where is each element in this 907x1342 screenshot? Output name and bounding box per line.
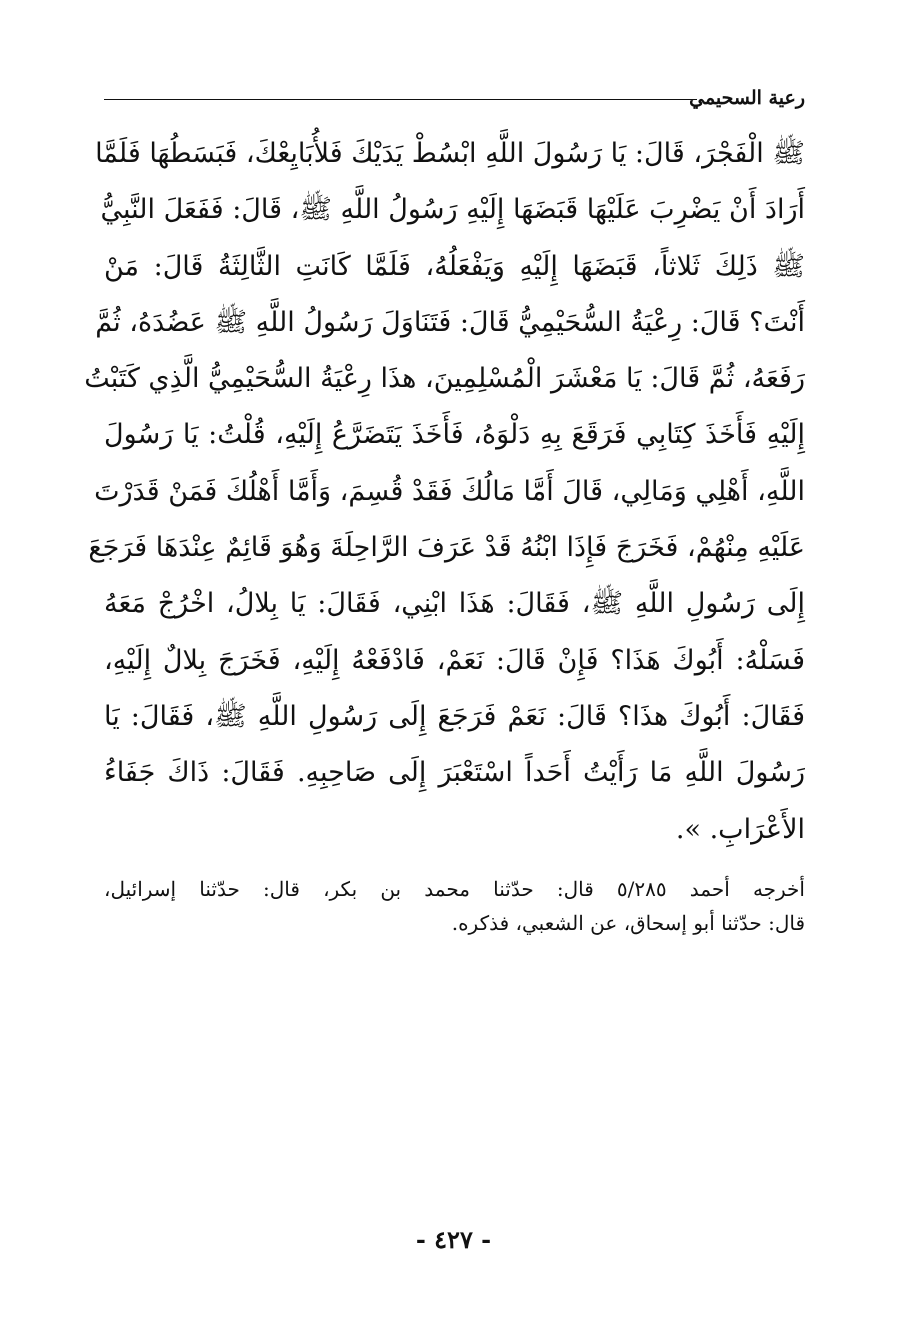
text-line: اللَّهِ، أَهْلِي وَمَالِي، قَالَ أَمَّا مَالُكَ فَقَدْ قُسِمَ، وَأَمَّا أَهْلُكَ فَمَنْ قَدَرْتَ	[94, 475, 805, 507]
text-line: إِلَى رَسُولِ اللَّهِ ﷺ، فَقَالَ: هَذَا ابْنِي، فَقَالَ: يَا بِلالُ، اخْرُجْ مَعَهُ	[104, 588, 805, 620]
text-line: فَسَلْهُ: أَبُوكَ هَذَا؟ فَإِنْ قَالَ: نَعَمْ، فَادْفَعْهُ إِلَيْهِ، فَخَرَجَ بِلالٌ إِلَيْهِ،	[104, 644, 805, 676]
page-number: - ٤٢٧ -	[415, 1225, 492, 1254]
footnote-line: أخرجه أحمد ٥/٢٨٥ قال: حدّثنا محمد بن بكر، قال: حدّثنا إسرائيل،	[104, 877, 805, 901]
hadith-text	[84, 126, 805, 858]
text-line: أَرَادَ أَنْ يَضْرِبَ عَلَيْهَا قَبَضَهَا إِلَيْهِ رَسُولُ اللَّهِ ﷺ، قَالَ: فَفَعَلَ النَّبِيُّ	[100, 194, 805, 226]
text-line: أَنْتَ؟ قَالَ: رِعْيَةُ السُّحَيْمِيُّ قَالَ: فَتَنَاوَلَ رَسُولُ اللَّهِ ﷺ عَضُدَهُ، ثُمَّ	[95, 306, 805, 338]
running-head	[104, 80, 805, 116]
text-line: عَلَيْهِ مِنْهُمْ، فَخَرَجَ فَإِذَا ابْنُهُ قَدْ عَرَفَ الرَّاحِلَةَ وَهُوَ قَائِمٌ عِنْدَهَا فَرَجَعَ	[88, 532, 805, 564]
text-line: الأَعْرَابِ. ».	[675, 813, 805, 845]
text-line: إِلَيْهِ فَأَخَذَ كِتَابِي فَرَقَعَ بِهِ دَلْوَهُ، فَأَخَذَ يَتَضَرَّعُ إِلَيْهِ، قُلْتُ: يَا رَسُولَ	[104, 419, 805, 451]
text-line: رَفَعَهُ، ثُمَّ قَالَ: يَا مَعْشَرَ الْمُسْلِمِينَ، هذَا رِعْيَةُ السُّحَيْمِيُّ الَّذِي كَتَبْتُ	[84, 363, 805, 395]
footnote	[104, 872, 805, 940]
footnote-line: قال: حدّثنا أبو إسحاق، عن الشعبي، فذكره.	[451, 911, 805, 935]
text-line: ﷺ الْفَجْرَ، قَالَ: يَا رَسُولَ اللَّهِ ابْسُطْ يَدَيْكَ فَلأُبَايِعْكَ، فَبَسَطُهَا فَلَمَّا	[95, 138, 805, 169]
header-rule	[104, 99, 697, 100]
text-line: رَسُولَ اللَّهِ مَا رَأَيْتُ أَحَداً اسْتَعْبَرَ إِلَى صَاحِبِهِ. فَقَالَ: ذَاكَ جَفَاءُ	[104, 757, 805, 789]
running-title: رعية السحيمي	[689, 87, 805, 109]
text-line: ﷺ ذَلِكَ ثَلاثاً، قَبَضَهَا إِلَيْهِ وَيَفْعَلُهُ، فَلَمَّا كَانَتِ الثَّالِثَةُ قَالَ: مَنْ	[104, 250, 805, 282]
text-line: فَقَالَ: أَبُوكَ هذَا؟ قَالَ: نَعَمْ فَرَجَعَ إِلَى رَسُولِ اللَّهِ ﷺ، فَقَالَ: يَا	[104, 700, 805, 732]
